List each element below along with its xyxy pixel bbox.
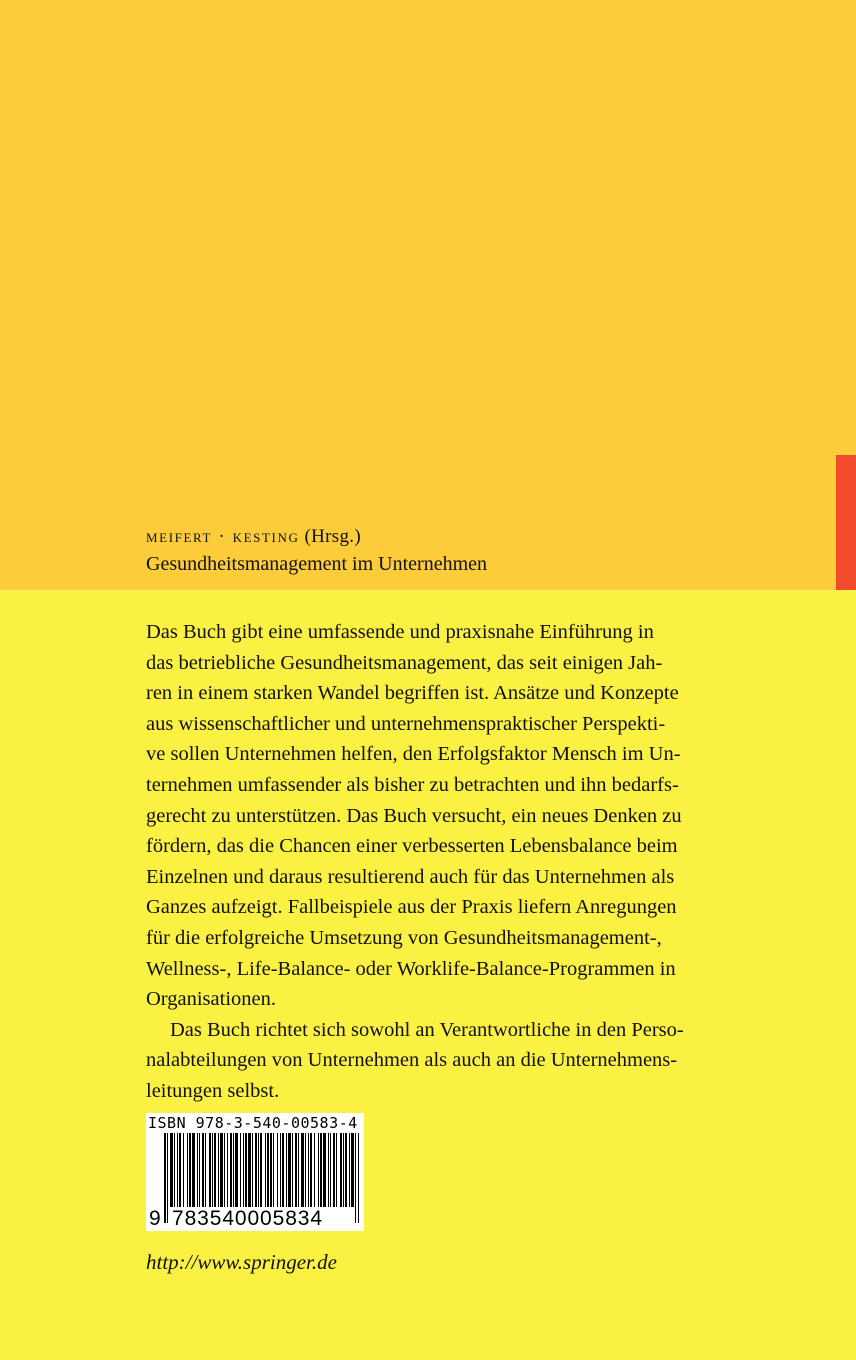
barcode-bar bbox=[189, 1133, 191, 1207]
barcode-bar bbox=[177, 1133, 178, 1207]
barcode-bar bbox=[235, 1133, 238, 1207]
isbn-barcode bbox=[146, 1113, 364, 1231]
description-line: aus wissenschaftlicher und unternehmenspraktischer Perspekti- bbox=[146, 712, 666, 735]
barcode-bar bbox=[205, 1133, 206, 1207]
barcode-bar bbox=[349, 1133, 350, 1207]
barcode-bar bbox=[301, 1133, 304, 1207]
barcode-bar bbox=[273, 1133, 274, 1207]
author-names: meifert · kesting bbox=[146, 526, 300, 547]
description-line: für die erfolgreiche Umsetzung von Gesundheitsmanagement-, bbox=[146, 926, 662, 949]
barcode-bar bbox=[187, 1133, 188, 1207]
barcode-bar bbox=[310, 1133, 312, 1207]
barcode-bar bbox=[265, 1133, 266, 1207]
barcode-bar bbox=[280, 1133, 281, 1207]
barcode-bar bbox=[167, 1133, 168, 1223]
barcode-bar bbox=[270, 1133, 272, 1207]
barcode-bar bbox=[308, 1133, 309, 1207]
isbn-label: ISBN 978-3-540-00583-4 bbox=[148, 1114, 358, 1132]
barcode-bar bbox=[230, 1133, 232, 1207]
barcode-bar bbox=[233, 1133, 234, 1207]
barcode-bar bbox=[209, 1133, 211, 1207]
barcode-bar bbox=[243, 1133, 244, 1207]
barcode-bar bbox=[214, 1133, 216, 1207]
barcode-bar bbox=[318, 1133, 319, 1207]
barcode-bar bbox=[351, 1133, 354, 1207]
barcode-bar bbox=[286, 1133, 287, 1207]
barcode-bar bbox=[358, 1133, 359, 1223]
barcode-bar bbox=[199, 1133, 200, 1207]
barcode-bar bbox=[197, 1133, 198, 1207]
barcode-bar bbox=[305, 1133, 306, 1207]
book-description bbox=[146, 617, 766, 1107]
barcode-bar bbox=[220, 1133, 223, 1207]
barcode-bar bbox=[355, 1133, 356, 1223]
cover-top-band bbox=[0, 0, 856, 590]
barcode-bar bbox=[164, 1133, 166, 1223]
barcode-bar bbox=[323, 1133, 326, 1207]
description-line: ternehmen umfassender als bisher zu betrachten und ihn bedarfs- bbox=[146, 773, 679, 796]
book-title: Gesundheitsmanagement im Unternehmen bbox=[146, 553, 488, 575]
barcode-bar bbox=[345, 1133, 347, 1207]
barcode-bar bbox=[282, 1133, 284, 1207]
description-line: Einzelnen und daraus resultierend auch für das Unternehmen als bbox=[146, 865, 675, 888]
description-line: Wellness-, Life-Balance- oder Worklife-Balance-Programmen in bbox=[146, 957, 676, 980]
barcode-bar bbox=[330, 1133, 331, 1207]
barcode-bar bbox=[224, 1133, 225, 1207]
barcode-bar bbox=[340, 1133, 342, 1207]
barcode-bar bbox=[292, 1133, 293, 1207]
description-line: das betriebliche Gesundheitsmanagement, das seit einigen Jah- bbox=[146, 651, 663, 674]
editor-suffix: (Hrsg.) bbox=[304, 526, 361, 547]
description-line: leitungen selbst. bbox=[146, 1079, 280, 1102]
barcode-bar bbox=[227, 1133, 228, 1207]
barcode-bar bbox=[314, 1133, 315, 1207]
description-line: ve sollen Unternehmen helfen, den Erfolgsfaktor Mensch im Un- bbox=[146, 743, 681, 766]
barcode-bar bbox=[245, 1133, 247, 1207]
barcode-bar bbox=[218, 1133, 219, 1207]
description-line: Ganzes aufzeigt. Fallbeispiele aus der Praxis liefern Anregungen bbox=[146, 896, 677, 919]
barcode-bar bbox=[277, 1133, 278, 1207]
barcode-bar bbox=[212, 1133, 213, 1207]
barcode-bar bbox=[343, 1133, 344, 1207]
description-line: nalabteilungen von Unternehmen als auch an die Unternehmens- bbox=[146, 1049, 678, 1072]
barcode-digits: 783540005834 bbox=[172, 1207, 323, 1230]
barcode-bar bbox=[333, 1133, 335, 1207]
barcode-bar bbox=[248, 1133, 251, 1207]
publisher-url: http://www.springer.de bbox=[146, 1250, 337, 1274]
barcode-bar bbox=[183, 1133, 184, 1207]
red-spine-strip bbox=[836, 455, 856, 590]
description-line: gerecht zu unterstützen. Das Buch versucht, ein neues Denken zu bbox=[146, 804, 682, 827]
barcode-bar bbox=[170, 1133, 173, 1207]
barcode-bar bbox=[192, 1133, 195, 1207]
barcode-bar bbox=[240, 1133, 241, 1207]
description-line: Das Buch richtet sich sowohl an Verantwortliche in den Perso- bbox=[170, 1018, 684, 1041]
barcode-bar bbox=[255, 1133, 257, 1207]
barcode-bar bbox=[174, 1133, 175, 1207]
barcode-lead-digit: 9 bbox=[149, 1207, 161, 1230]
barcode-bar bbox=[267, 1133, 269, 1207]
description-line: Organisationen. bbox=[146, 988, 276, 1011]
barcode-bar bbox=[258, 1133, 259, 1207]
description-line: Das Buch gibt eine umfassende und praxisnahe Einführung in bbox=[146, 621, 654, 643]
description-line: fördern, das die Chancen einer verbesserten Lebensbalance beim bbox=[146, 835, 678, 858]
book-authors bbox=[146, 526, 361, 548]
barcode-bar bbox=[328, 1133, 329, 1207]
barcode-bar bbox=[298, 1133, 299, 1207]
barcode-bar bbox=[288, 1133, 291, 1207]
barcode-bar bbox=[179, 1133, 181, 1207]
barcode-bar bbox=[336, 1133, 337, 1207]
description-line: ren in einem starken Wandel begriffen ist. Ansätze und Konzepte bbox=[146, 682, 679, 705]
barcode-bar bbox=[252, 1133, 253, 1207]
barcode-bar bbox=[202, 1133, 204, 1207]
barcode-bar bbox=[320, 1133, 322, 1207]
barcode-bar bbox=[295, 1133, 297, 1207]
